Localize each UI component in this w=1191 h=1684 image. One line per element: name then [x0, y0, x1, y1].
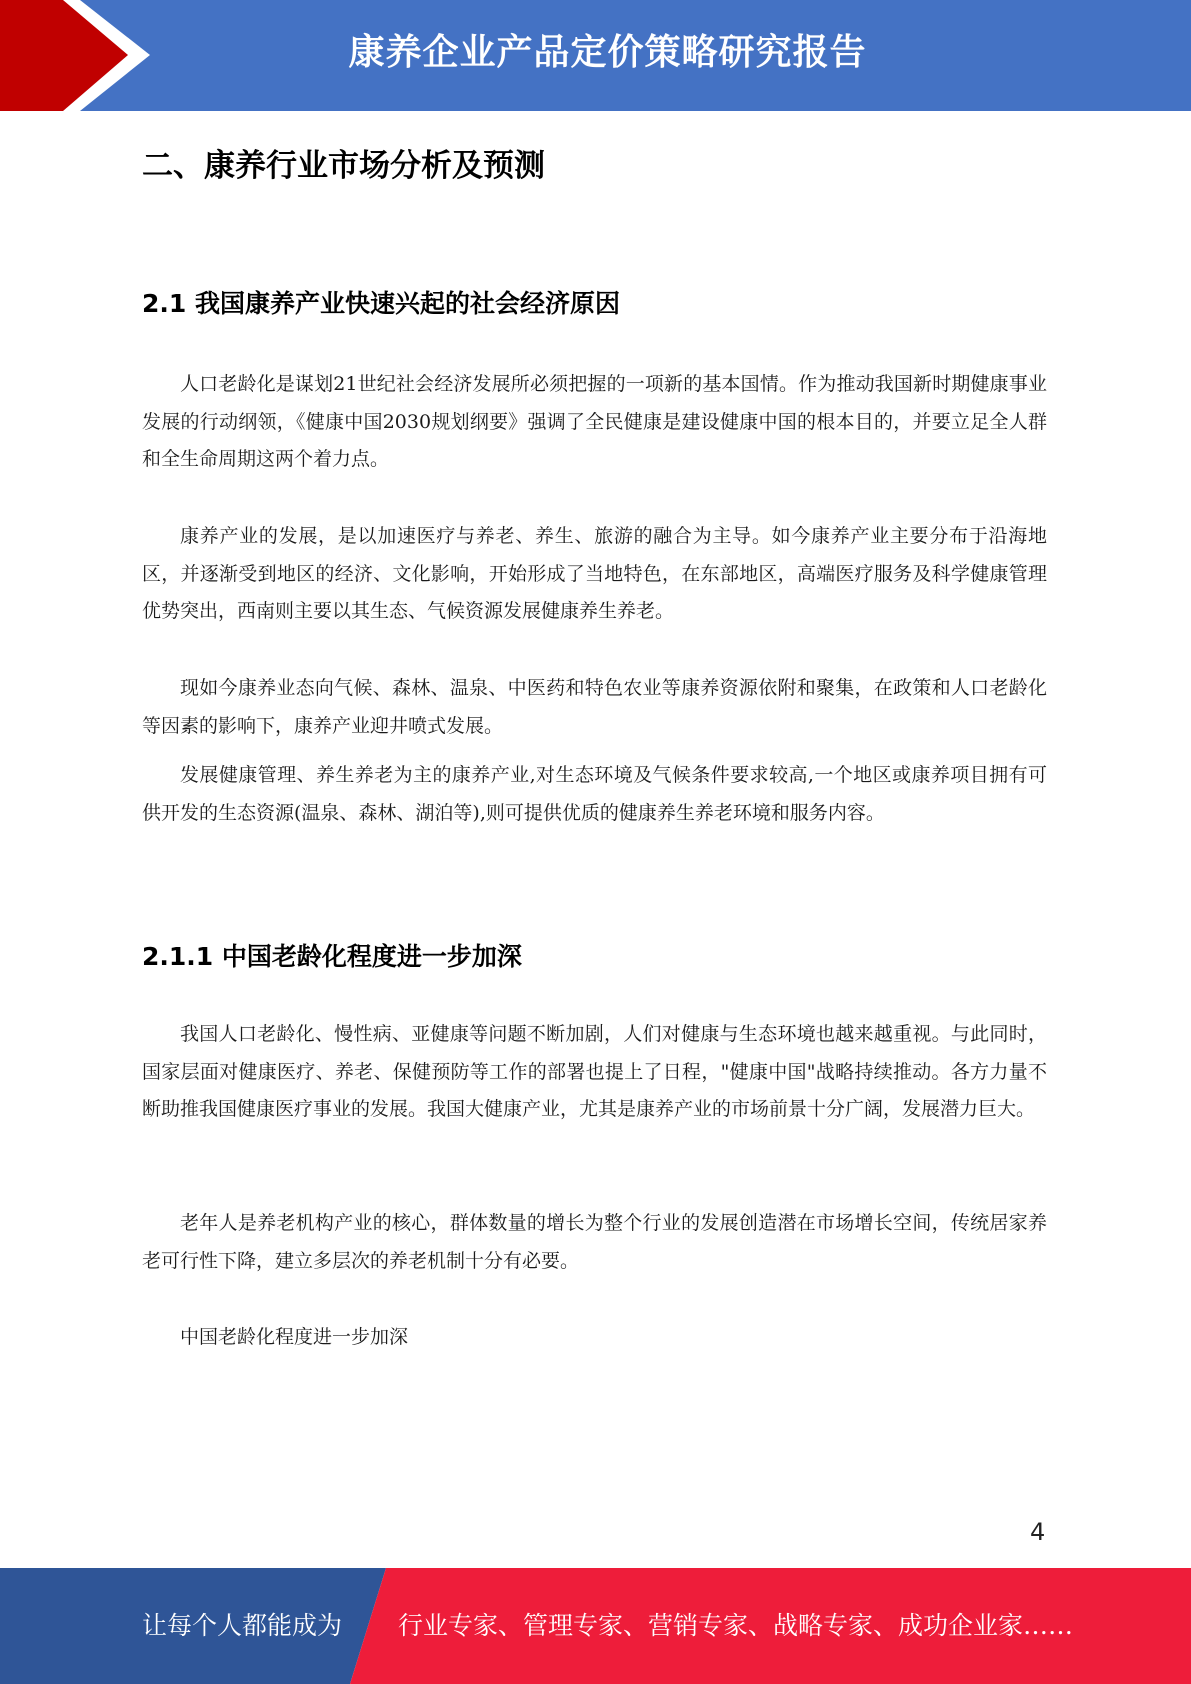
page-number: 4 [1030, 1518, 1046, 1546]
subsection-title-2-1-1: 2.1.1 中国老龄化程度进一步加深 [142, 942, 522, 971]
footer-slogan-left: 让每个人都能成为 [142, 1611, 343, 1640]
section-title: 二、康养行业市场分析及预测 [142, 148, 545, 184]
footer-slogan-right: 行业专家、管理专家、营销专家、战略专家、成功企业家…… [398, 1611, 1074, 1640]
paragraph: 发展健康管理、养生养老为主的康养产业,对生态环境及气候条件要求较高,一个地区或康养项目拥有可供开发的生态资源(温泉、森林、湖泊等),则可提供优质的健康养生养老环境和服务内容。 [142, 764, 1047, 824]
paragraph: 人口老龄化是谋划21世纪社会经济发展所必须把握的一项新的基本国情。作为推动我国新时期健康事业发展的行动纲领，《健康中国2030规划纲要》强调了全民健康是建设健康中国的根本目的，并要立足全人群和全生命周期这两个着力点。 [142, 373, 1047, 470]
figure-caption: 中国老龄化程度进一步加深 [180, 1326, 409, 1348]
paragraph: 康养产业的发展，是以加速医疗与养老、养生、旅游的融合为主导。如今康养产业主要分布于沿海地区，并逐渐受到地区的经济、文化影响，开始形成了当地特色，在东部地区，高端医疗服务及科学健康管理优势突出，西南则主要以其生态、气候资源发展健康养生养老。 [142, 525, 1047, 622]
page-header [0, 0, 1191, 111]
subsection-title-2-1: 2.1 我国康养产业快速兴起的社会经济原因 [142, 289, 620, 318]
report-title: 康养企业产品定价策略研究报告 [348, 32, 867, 73]
paragraph: 现如今康养业态向气候、森林、温泉、中医药和特色农业等康养资源依附和聚集，在政策和人口老龄化等因素的影响下，康养产业迎井喷式发展。 [142, 677, 1047, 737]
paragraph: 我国人口老龄化、慢性病、亚健康等问题不断加剧，人们对健康与生态环境也越来越重视。与此同时，国家层面对健康医疗、养老、保健预防等工作的部署也提上了日程，"健康中国"战略持续推动。各方力量不断助推我国健康医疗事业的发展。我国大健康产业，尤其是康养产业的市场前景十分广阔，发展潜力巨大。 [142, 1023, 1047, 1120]
paragraph: 老年人是养老机构产业的核心，群体数量的增长为整个行业的发展创造潜在市场增长空间，传统居家养老可行性下降，建立多层次的养老机制十分有必要。 [142, 1212, 1047, 1272]
page-footer [0, 1568, 1191, 1684]
